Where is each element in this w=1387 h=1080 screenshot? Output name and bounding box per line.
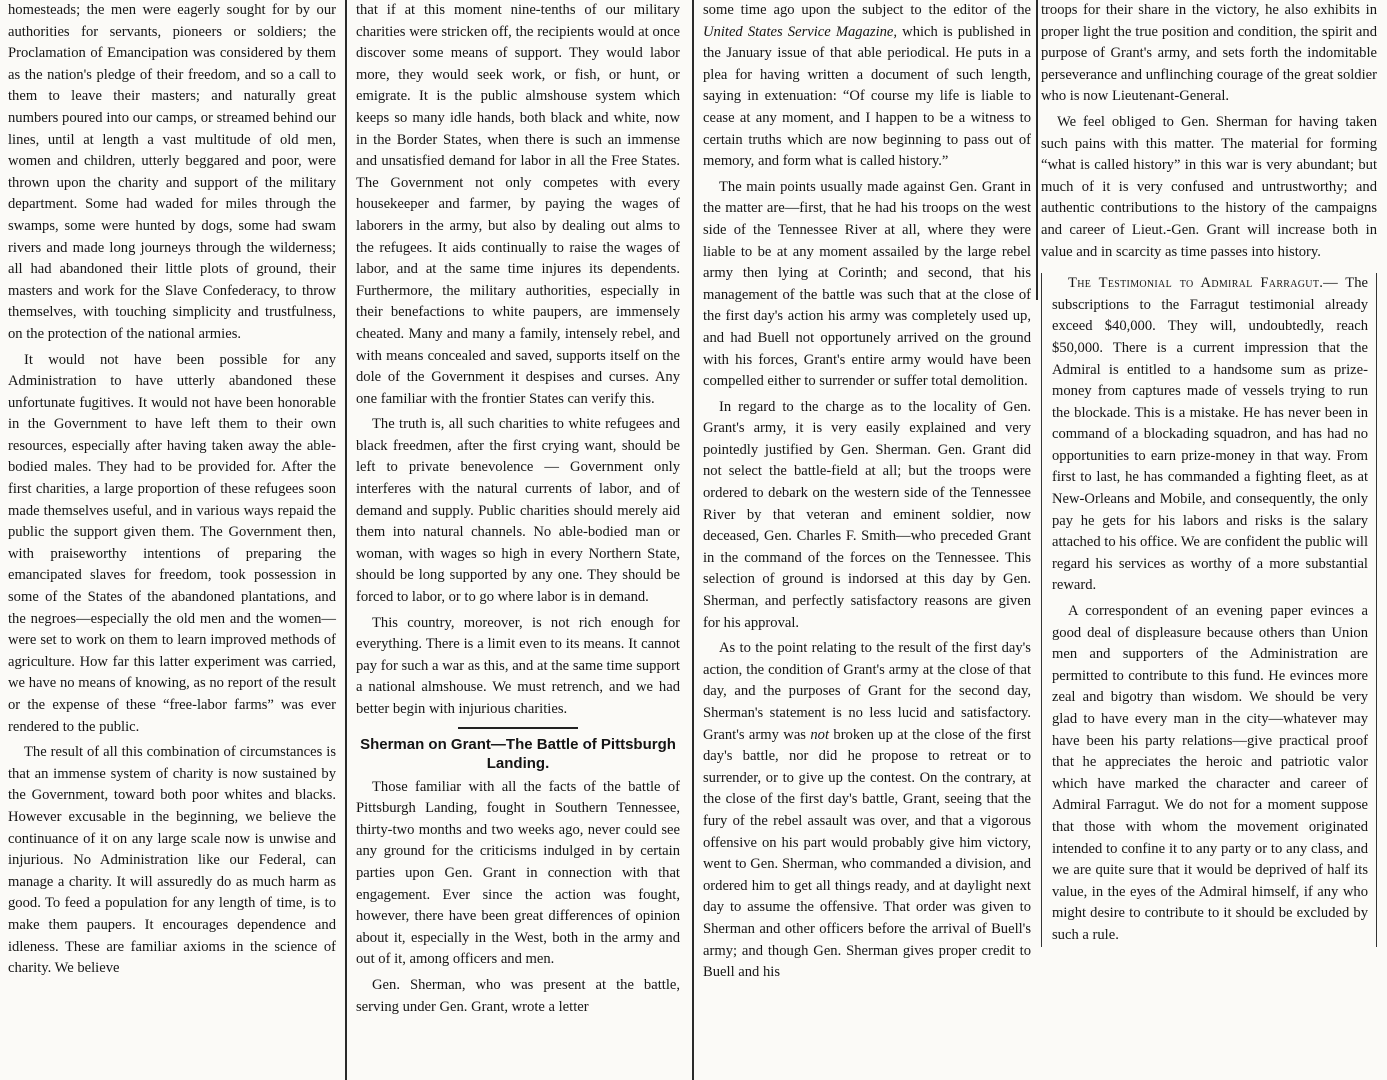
column-2 — [356, 0, 680, 1018]
col4-paragraph-3 — [1052, 273, 1368, 597]
col2-paragraph-5: Gen. Sherman, who was present at the battle, serving under Gen. Grant, wrote a letter — [356, 976, 680, 1015]
col1-paragraph-2: It would not have been possible for any Administration to have utterly abandoned these unfortunate fugitives. It would not have been honorable in the Government to have left them to their own resources, especially after having taken away the able-bodied males. They had to be provided for. After the first charities, a large proportion of these refugees soon made themselves useful, and in various ways repaid the public the support given them. The Government then, with praiseworthy intentions of preparing the emancipated slaves for freedom, took possession in some of the States of the abandoned plantations, and the negroes—especially the old men and the women—were set to work on them to learn improved methods of agriculture. How far this latter experiment was carried, we have no means of knowing, as no report of the result or the expense of these “free-labor farms” was ever rendered to the public. — [8, 351, 336, 735]
col4-p3-text: The subscriptions to the Farragut testimonial already exceed $40,000. They will, undoubtedly, reach $50,000. There is a current impression that the Admiral is entitled to a handsome sum as prize-money from captures made of vessels trying to run the blockade. This is a mistake. He has never been in command of a blockading squadron, and has had no opportunities to earn prize-money in that way. From first to last, he has commanded a fighting fleet, as at New-Orleans and Mobile, and consequently, the only pay he gets for his labors and risks is the salary attached to his office. We are confident the public will regard his services as worthy of a more substantial reward. — [1052, 275, 1368, 594]
article-headline: Sherman on Grant—The Battle of Pittsburgh Landing. — [360, 735, 676, 772]
column-rule-2 — [692, 0, 694, 1080]
col4-paragraph-2: We feel obliged to Gen. Sherman for having taken such pains with this matter. The material for forming “what is called history” in this war is very abundant; but much of it is very confused and untrustworthy; and authentic contributions to the history of the campaigns and career of Lieut.-Gen. Grant will increase both in value and in scarcity as time passes into history. — [1041, 113, 1377, 260]
col2-paragraph-1: that if at this moment nine-tenths of our military charities were stricken off, the recipients would at once discover some means of support. They would labor more, they would seek work, or fish, or hunt, or emigrate. It is the public almshouse system which keeps so many idle hands, both black and white, now in the Border States, when there is such an immense and unsatisfied demand for labor in all the Free States. The Government not only competes with every housekeeper and farmer, by paying the wages of laborers in the army, but also by dealing out alms to the refugees. It aids continually to raise the wages of labor, and at the same time injures its dependents. Furthermore, the military authorities, especially in their benefactions to white paupers, are immensely cheated. Many and many a family, intensely rebel, and with means concealed and saved, supports itself on the dole of the Government it despises and curses. Any one familiar with the frontier States can verify this. — [356, 2, 680, 407]
col3-p1-text-b: which is published in the January issue of that able periodical. He puts in a plea for having written a document of such length, saying in extenuation: “Of course my life is liable to cease at any moment, and I happen to be a witness to certain truths which are now beginning to pass out of memory, and form what is called history.” — [703, 23, 1031, 170]
article-separator — [458, 727, 578, 729]
testimonial-heading: The Testimonial to Admiral Farragut.— — [1068, 275, 1339, 292]
col3-p4-text-a: As to the point relating to the result of the first day's action, the condition of Grant's army at the close of that day, and the purposes of Grant for the second day, Sherman's statement is no less lucid and satisfactory. Grant's army was — [703, 640, 1031, 743]
col3-paragraph-1 — [703, 0, 1031, 173]
col3-p1-text-a: some time ago upon the subject to the editor of the — [703, 2, 1031, 18]
col2-paragraph-3: This country, moreover, is not rich enough for everything. There is a limit even to its means. It cannot pay for such a war as this, and at the same time support a national almshouse. We must retrench, and we had better begin with injurious charities. — [356, 614, 680, 717]
col4-paragraph-1: troops for their share in the victory, he also exhibits in proper light the true position and condition, the spirit and purpose of Grant's army, and sets forth the indomitable perseverance and unflinching courage of the great soldier who is now Lieutenant-General. — [1041, 2, 1377, 105]
col2-paragraph-2: The truth is, all such charities to white refugees and black freedmen, after the first crying want, should be left to private benevolence — Government only interferes with the natural currents of labor, and of demand and supply. Public charities should merely aid them into natural channels. No able-bodied man or woman, with wages so high in every Northern State, should be long supported by any one. They should be forced to labor, or to go where labor is in demand. — [356, 416, 680, 606]
column-rule-3 — [1036, 0, 1038, 300]
col2-paragraph-4: Those familiar with all the facts of the battle of Pittsburgh Landing, fought in Southern Tennessee, thirty-two months and two weeks ago, never could see any ground for the criticisms indulged in by certain parties upon Gen. Grant in connection with that engagement. Ever since the action was fought, however, there have been great differences of opinion about it, especially in the West, both in the army and out of it, among officers and men. — [356, 778, 680, 968]
col3-paragraph-3: In regard to the charge as to the locality of Gen. Grant's army, it is very easily explained and very pointedly justified by Gen. Sherman. Gen. Grant did not select the battle-field at all; but the troops were ordered to debark on the western side of the Tennessee River by that veteran and eminent soldier, now deceased, Gen. Charles F. Smith—who preceded Grant in the command of the forces on the Tennessee. This selection of ground is indorsed at this day by Gen. Sherman, and perfectly satisfactory reasons are given for his approval. — [703, 398, 1031, 631]
magazine-title: United States Service Magazine, — [703, 23, 898, 40]
column-1 — [8, 0, 336, 980]
col1-paragraph-3: The result of all this combination of circumstances is that an immense system of charity is now sustained by the Government, toward both poor whites and blacks. However excusable in the beginning, we believe the continuance of it on any large scale now is unwise and injurious. No Administration like our Federal, can manage a charity. It will assuredly do as much harm as good. To feed a population for any length of time, is to make them paupers. It encourages dependence and idleness. These are familiar axioms in the science of charity. We believe — [8, 744, 336, 977]
col3-paragraph-4 — [703, 638, 1031, 984]
column-4 — [1041, 0, 1377, 947]
column-3 — [703, 0, 1031, 984]
col3-paragraph-2: The main points usually made against Gen. Grant in the matter are—first, that he had his troops on the west side of the Tennessee River at all, where they were liable to be at any moment assailed by the large rebel army then lying at Corinth; and second, that his management of the battle was such that at the close of the first day's action his army was completely used up, and had Buell not opportunely arrived on the ground with his forces, Grant's entire army would have been compelled either to surrender or suffer total demolition. — [703, 178, 1031, 390]
col3-p4-emphasis: not — [810, 726, 830, 743]
col4-paragraph-4: A correspondent of an evening paper evinces a good deal of displeasure because others than Union men and supporters of the Administration are permitted to contribute to this fund. He evinces more zeal and bigotry than wisdom. We should be very glad to have every man in the city—whatever may have been his party relations—give practical proof that he appreciates the heroic and patriotic valor which have marked the character and career of Admiral Farragut. We do not for a moment suppose that those with whom the movement originated intended to confine it to any party or to any class, and we are quite sure that it would be deprived of half its value, in the eyes of the Admiral himself, if any who might desire to contribute to it should be excluded by such a rule. — [1052, 603, 1368, 943]
testimonial-box — [1041, 273, 1377, 946]
col1-paragraph-1: homesteads; the men were eagerly sought for by our authorities for servants, pioneers or soldiers; the Proclamation of Emancipation was considered by them as the nation's pledge of their freedom, and so a call to them to leave their masters; and naturally great numbers poured into our camps, or streamed behind our lines, until at length a vast multitude of old men, women and children, utterly beggared and poor, were thrown upon the charity and support of the military department. Some had waded for miles through the swamps, some were hunted by dogs, some had swam rivers and made long journeys through the wilderness; all had abandoned their little plots of ground, their masters and work for the Slave Confederacy, to throw themselves, with touching simplicity and trustfulness, on the protection of the national armies. — [8, 2, 336, 342]
col3-p4-text-b: broken up at the close of the first day's battle, nor did he propose to retreat or to surrender, or to give up the contest. On the contrary, at the close of the first day's battle, Grant, seeing that the fury of the rebel assault was over, and that a vigorous offensive on his part would probably give him victory, went to Gen. Sherman, who commanded a division, and ordered him to get all things ready, and at daylight next day to assume the offensive. That order was given to Sherman and other officers before the arrival of Buell's army; and though Gen. Sherman gives proper credit to Buell and his — [703, 726, 1031, 981]
column-rule-1 — [345, 0, 347, 1080]
